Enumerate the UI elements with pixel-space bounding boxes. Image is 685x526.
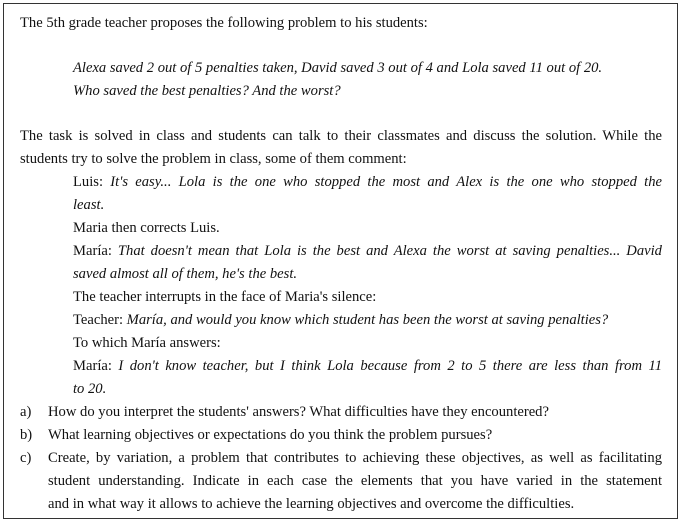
question-c-line-3: and in what way it allows to achieve the learning objectives and overcome the difficulties. bbox=[48, 496, 575, 512]
maria-comment-line-2: saved almost all of them, he's the best. bbox=[73, 266, 298, 282]
maria-answer-line-1 bbox=[73, 355, 662, 378]
speaker-maria: María: bbox=[73, 243, 118, 259]
teacher-question-line bbox=[73, 309, 608, 332]
question-b-text: What learning objectives or expectations do you think the problem pursues? bbox=[48, 427, 493, 443]
maria-answer-line-2: to 20. bbox=[73, 381, 107, 397]
luis-comment-line-2: least. bbox=[73, 197, 105, 213]
maria-corrects-text: Maria then corrects Luis. bbox=[73, 220, 220, 236]
question-a-text: How do you interpret the students' answers? What difficulties have they encountered? bbox=[48, 404, 549, 420]
question-a-label: a) bbox=[20, 404, 32, 420]
maria-answer-text: I don't know teacher, but I think Lola because from 2 to 5 there are less than from 11 bbox=[118, 358, 662, 374]
teacher-interrupts-text: The teacher interrupts in the face of Maria's silence: bbox=[73, 289, 377, 305]
luis-comment-text: It's easy... Lola is the one who stopped the most and Alex is the one who stopped the bbox=[110, 174, 662, 190]
question-c-line-1: Create, by variation, a problem that contributes to achieving these objectives, as well as facilitating bbox=[48, 450, 662, 466]
speaker-luis: Luis: bbox=[73, 174, 111, 190]
luis-comment-line-1 bbox=[73, 171, 662, 194]
question-c-line-2: student understanding. Indicate in each case the elements that you have varied in the statement bbox=[48, 473, 662, 489]
problem-line-2: Who saved the best penalties? And the worst? bbox=[73, 83, 341, 99]
context-line-1: The task is solved in class and students can talk to their classmates and discuss the solution. While the bbox=[20, 128, 662, 144]
which-answers-text: To which María answers: bbox=[73, 335, 221, 351]
problem-box bbox=[3, 3, 678, 519]
maria-comment-text: That doesn't mean that Lola is the best and Alexa the worst at saving penalties... David bbox=[117, 243, 662, 259]
maria-comment-line-1 bbox=[73, 240, 662, 263]
speaker-maria-2: María: bbox=[73, 358, 119, 374]
question-c-label: c) bbox=[20, 450, 32, 466]
context-line-2: students try to solve the problem in class, some of them comment: bbox=[20, 151, 407, 167]
teacher-question-text: María, and would you know which student has been the worst at saving penalties? bbox=[126, 312, 609, 328]
speaker-teacher: Teacher: bbox=[73, 312, 127, 328]
question-b-label: b) bbox=[20, 427, 33, 443]
intro-text: The 5th grade teacher proposes the following problem to his students: bbox=[20, 15, 428, 31]
problem-line-1: Alexa saved 2 out of 5 penalties taken, David saved 3 out of 4 and Lola saved 11 out of 20. bbox=[73, 60, 603, 76]
